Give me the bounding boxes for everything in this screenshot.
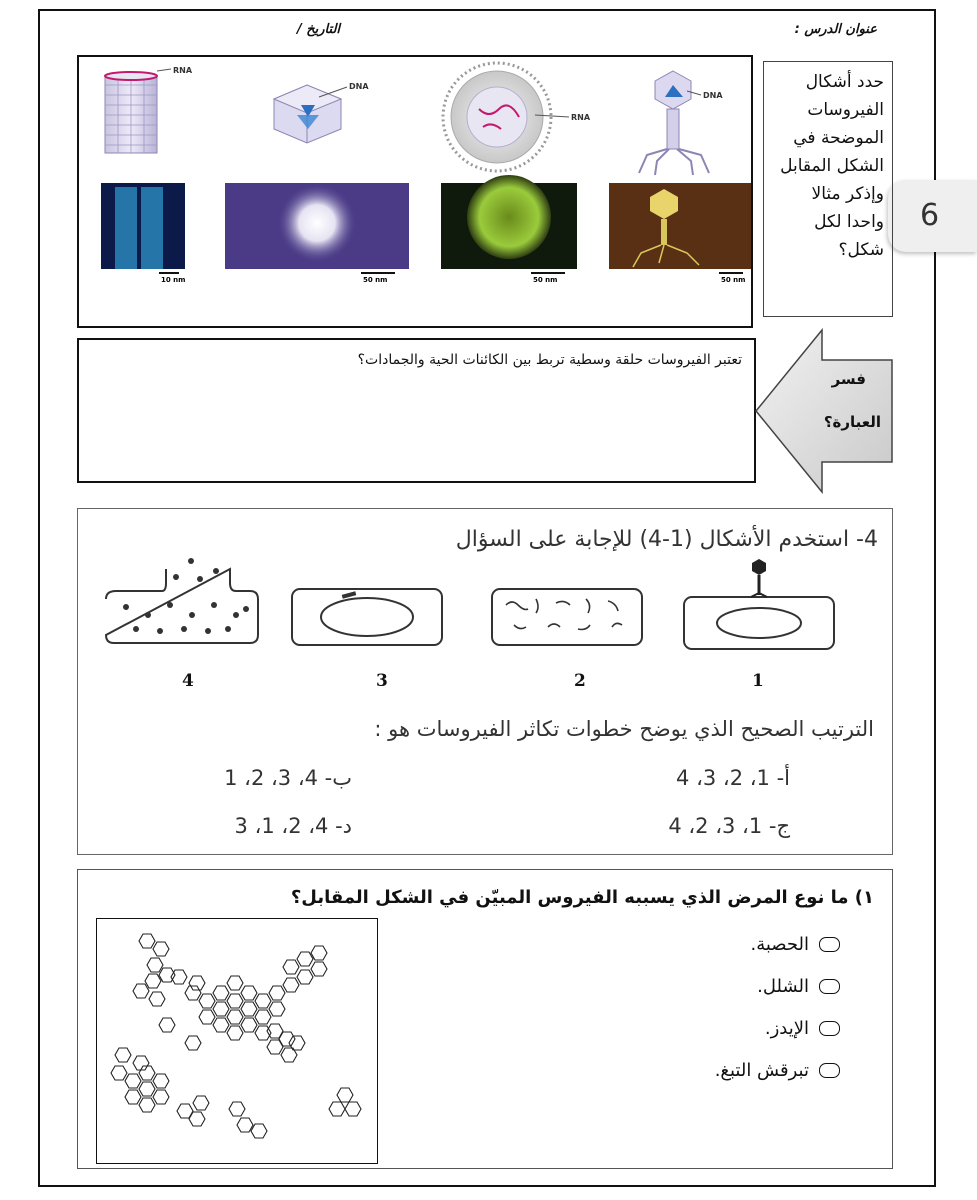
choice-radio-icon[interactable] — [819, 979, 840, 994]
date-label: التاريخ / — [297, 22, 341, 37]
hexagon-cluster-bottom — [177, 1088, 361, 1138]
choice-polio-label: الشلل. — [757, 976, 809, 997]
figure-number-2: 2 — [574, 671, 586, 691]
virus-diagrams — [79, 57, 751, 326]
choice-measles-label: الحصبة. — [750, 934, 809, 955]
choice-measles[interactable] — [750, 934, 840, 955]
hexagon-cluster-top-left — [133, 934, 205, 1006]
choice-tobacco-mosaic[interactable] — [715, 1060, 840, 1081]
arrow-label-statement: العبارة؟ — [823, 413, 881, 431]
choice-radio-icon[interactable] — [819, 937, 840, 952]
scale-label-3: 50 nm — [533, 276, 558, 284]
virus-shapes-figure — [77, 55, 753, 328]
enveloped-virus-drawing — [443, 63, 591, 171]
micrograph-icosahedral — [225, 183, 409, 284]
figure-number-4: 4 — [182, 671, 194, 691]
figure-1-virus-attached — [751, 559, 767, 597]
page-number: 6 — [920, 198, 940, 233]
scale-label-2: 50 nm — [363, 276, 388, 284]
hexagon-cluster-center — [185, 946, 327, 1040]
disease-question-title: ١) ما نوع المرض الذي يسببه الفيروس المبيّن في الشكل المقابل؟ — [290, 887, 874, 908]
dna-label-1: DNA — [349, 82, 369, 91]
figure-3-nucleus — [321, 598, 413, 636]
choice-aids[interactable] — [765, 1018, 840, 1039]
replication-order-question: الترتيب الصحيح الذي يوضح خطوات تكاثر الفيروسات هو : — [374, 717, 874, 741]
figure-2-cell — [492, 589, 642, 645]
identify-question-text: حدد أشكال الفيروسات الموضحة في الشكل المقابل وإذكر مثالا واحدا لكل شكل؟ — [780, 72, 884, 260]
explain-answer-box[interactable] — [77, 338, 756, 483]
lesson-title-label: عنوان الدرس : — [794, 22, 877, 37]
choice-radio-icon[interactable] — [819, 1063, 840, 1078]
scale-label-1: 10 nm — [161, 276, 186, 284]
explain-statement: تعتبر الفيروسات حلقة وسطية تربط بين الكائنات الحية والجمادات؟ — [357, 352, 742, 368]
figure-number-1: 1 — [752, 671, 764, 691]
hexagon-cluster-bottom-left — [111, 1048, 169, 1112]
figure-number-3: 3 — [376, 671, 388, 691]
option-b[interactable]: ب- 4، 3، 2، 1 — [224, 766, 352, 790]
option-d[interactable]: د- 4، 2، 1، 3 — [234, 814, 352, 838]
choice-radio-icon[interactable] — [819, 1021, 840, 1036]
explain-arrow-callout — [752, 326, 898, 496]
rna-label-1: RNA — [173, 66, 193, 75]
disease-question-panel — [77, 869, 893, 1169]
dna-label-2: DNA — [703, 91, 723, 100]
page-number-tab — [888, 180, 977, 252]
scale-label-4: 50 nm — [721, 276, 746, 284]
arrow-label-explain: فسر — [831, 370, 866, 388]
bacteriophage-drawing — [639, 71, 723, 175]
replication-figures — [96, 549, 876, 659]
option-c[interactable]: ج- 1، 3، 2، 4 — [668, 814, 790, 838]
replication-question-panel — [77, 508, 893, 855]
figure-2-viral-dna — [506, 599, 622, 630]
figure-3-viral-dna — [342, 591, 357, 598]
hexagon-clusters — [97, 919, 377, 1163]
identify-question-box — [763, 61, 893, 317]
figure-1-cell — [684, 597, 834, 649]
micrograph-bacteriophage — [609, 183, 751, 284]
rna-label-2: RNA — [571, 113, 591, 122]
choice-polio[interactable] — [757, 976, 840, 997]
rod-virus-drawing — [105, 66, 193, 153]
hexagon-virus-figure — [96, 918, 378, 1164]
hexagon-cluster-right — [267, 1024, 305, 1062]
replication-question-title: 4- استخدم الأشكال (1-4) للإجابة على السؤال — [455, 527, 878, 552]
option-a[interactable]: أ- 1، 2، 3، 4 — [676, 766, 790, 790]
choice-tobacco-mosaic-label: تبرقش التبغ. — [714, 1060, 809, 1081]
choice-aids-label: الإيدز. — [764, 1018, 809, 1039]
hexagon-singles — [159, 1018, 201, 1050]
micrograph-rod — [101, 183, 185, 284]
figure-1-nucleus — [717, 608, 801, 638]
icosahedral-virus-drawing — [274, 82, 369, 143]
micrograph-enveloped — [441, 175, 577, 284]
